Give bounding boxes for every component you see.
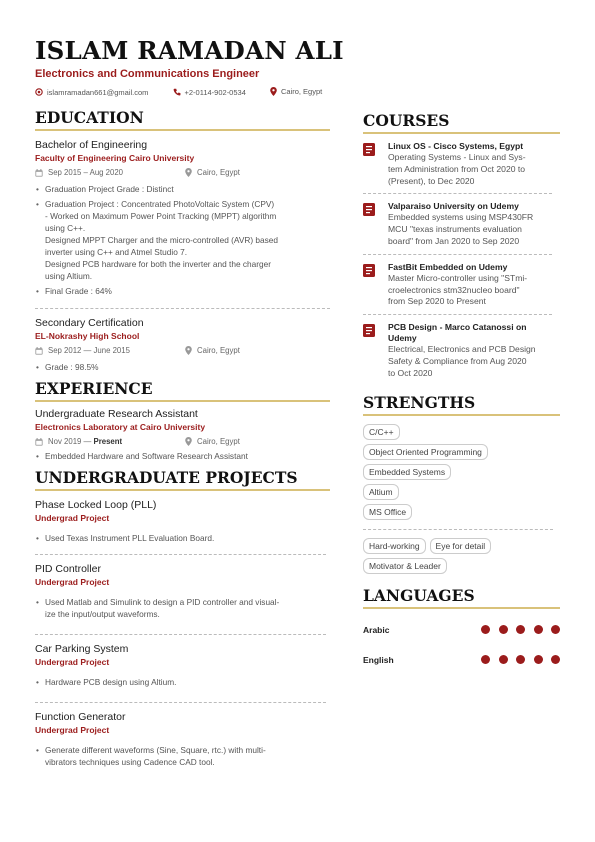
contact-bar xyxy=(35,87,344,98)
course-desc-line: Electrical, Electronics and PCB Design xyxy=(388,344,536,355)
bullet-item: • Final Grade : 64% xyxy=(35,285,330,297)
language-list xyxy=(363,615,560,675)
book-icon xyxy=(363,324,375,337)
candidate-name: ISLAM RAMADAN ALI xyxy=(35,36,344,65)
course-title: Linux OS - Cisco Systems, Egypt xyxy=(388,141,524,151)
degree-title: Secondary Certification xyxy=(35,317,144,329)
language-row xyxy=(363,645,560,675)
project-type: Undergrad Project xyxy=(35,657,110,667)
education-heading: EDUCATION xyxy=(35,108,330,131)
bullet-line: • Hardware PCB design using Altium. xyxy=(45,677,177,687)
proficiency-dot xyxy=(499,625,508,634)
entry-location: Cairo, Egypt xyxy=(197,346,240,355)
proficiency-dot xyxy=(534,625,543,634)
job-title: Undergraduate Research Assistant xyxy=(35,408,198,420)
at-icon xyxy=(35,88,43,96)
bullet-item-project xyxy=(35,198,330,282)
proficiency-dot xyxy=(551,655,560,664)
course-desc-line: from Sep 2020 to Present xyxy=(388,296,486,307)
strength-tag: C/C++ xyxy=(363,424,400,440)
entry-dates-end: Present xyxy=(93,437,123,446)
project-name: Car Parking System xyxy=(35,643,129,655)
course-desc-line: croelectronics stm32nucleo board" xyxy=(388,284,520,295)
contact-location xyxy=(270,87,322,96)
calendar-icon xyxy=(35,169,43,177)
entry-meta xyxy=(35,346,330,355)
proficiency-dots xyxy=(473,655,561,664)
bullet-line: • Used Texas Instrument PLL Evaluation Board. xyxy=(45,533,215,543)
entry-dates: Sep 2015 – Aug 2020 xyxy=(48,168,124,177)
course-desc-line: Embedded systems using MSP430FR xyxy=(388,212,534,223)
course-desc-line: to Oct 2020 xyxy=(388,367,433,378)
experience-heading: EXPERIENCE xyxy=(35,379,330,402)
bullet-line: • Used Matlab and Simulink to design a PID controller and visual- xyxy=(45,597,280,607)
bullet-line: vibrators techniques using Cadence CAD tool. xyxy=(45,757,215,767)
entry-location: Cairo, Egypt xyxy=(197,437,240,446)
languages-heading: LANGUAGES xyxy=(363,586,560,609)
bullet-line: Designed PCB hardware for both the inverter and the charger xyxy=(45,259,271,269)
education-entry xyxy=(35,317,330,373)
bullet-item: • Grade : 98.5% xyxy=(35,361,330,373)
school-name: Faculty of Engineering Cairo University xyxy=(35,153,195,163)
phone-text: +2-0114-902-0534 xyxy=(184,87,246,97)
strength-tag: Altium xyxy=(363,484,399,500)
map-pin-icon xyxy=(270,87,277,96)
course-desc-line: (Present), to Dec 2020 xyxy=(388,175,475,186)
bullet-line: inverter using C++ and Atmel Studio 7. xyxy=(45,247,188,257)
strengths-heading: STRENGTHS xyxy=(363,393,560,416)
employer-name: Electronics Laboratory at Cairo University xyxy=(35,422,206,432)
language-name: English xyxy=(363,654,394,665)
proficiency-dot xyxy=(516,655,525,664)
contact-email[interactable] xyxy=(35,88,148,97)
projects-heading: UNDERGRADUATE PROJECTS xyxy=(35,468,330,491)
divider xyxy=(35,702,326,703)
project-entry xyxy=(35,711,330,768)
strength-tag: Motivator & Leader xyxy=(363,558,447,574)
project-entry xyxy=(35,643,330,688)
bullet-line: using Altium. xyxy=(45,271,93,281)
project-type: Undergrad Project xyxy=(35,577,110,587)
entry-meta xyxy=(35,437,330,446)
map-pin-icon xyxy=(185,346,192,355)
soft-strengths xyxy=(363,538,533,578)
divider xyxy=(35,634,326,635)
course-item xyxy=(363,201,560,254)
course-title: PCB Design - Marco Catanossi on xyxy=(388,322,527,333)
project-entry xyxy=(35,563,330,620)
course-desc-line: Operating Systems - Linux and Sys- xyxy=(388,152,526,162)
project-name: Function Generator xyxy=(35,711,126,723)
proficiency-dot xyxy=(534,655,543,664)
course-title: FastBit Embedded on Udemy xyxy=(388,261,508,272)
proficiency-dot xyxy=(481,655,490,664)
language-name: Arabic xyxy=(363,624,390,635)
strength-tag: MS Office xyxy=(363,504,412,520)
bullet-line: • Graduation Project : Concentrated PhotoVoltaic System (CPV) xyxy=(45,199,275,209)
course-desc-line: Master Micro-controller using "STmi- xyxy=(388,272,528,283)
proficiency-dot xyxy=(481,625,490,634)
bullet-line: Designed MPPT Charger and the micro-controlled (AVR) based xyxy=(45,235,279,245)
course-item xyxy=(363,322,560,386)
course-title-line: Udemy xyxy=(388,333,417,344)
course-item xyxy=(363,141,560,194)
candidate-role: Electronics and Communications Engineer xyxy=(35,68,260,80)
strength-tag: Embedded Systems xyxy=(363,464,451,480)
language-row xyxy=(363,615,560,645)
divider xyxy=(363,529,553,530)
book-icon xyxy=(363,264,375,277)
phone-icon xyxy=(173,88,181,96)
divider xyxy=(363,193,552,194)
bullet-item: • Embedded Hardware and Software Research Assistant xyxy=(35,450,330,462)
entry-meta xyxy=(35,168,330,177)
course-desc-line: Safety & Compliance from Aug 2020 xyxy=(388,355,527,366)
courses-heading: COURSES xyxy=(363,111,560,134)
divider xyxy=(363,254,552,255)
proficiency-dot xyxy=(551,625,560,634)
right-column xyxy=(363,111,560,675)
project-entry xyxy=(35,499,330,544)
project-type: Undergrad Project xyxy=(35,725,110,735)
proficiency-dots xyxy=(473,625,561,634)
experience-entry xyxy=(35,408,330,462)
course-item xyxy=(363,262,560,315)
map-pin-icon xyxy=(185,168,192,177)
calendar-icon xyxy=(35,438,43,446)
calendar-icon xyxy=(35,347,43,355)
bullet-item xyxy=(35,596,330,620)
book-icon xyxy=(363,143,375,156)
map-pin-icon xyxy=(185,437,192,446)
bullet-item xyxy=(35,676,330,688)
bullet-line: ize the input/output waveforms. xyxy=(45,609,160,619)
entry-dates: Nov 2019 — xyxy=(48,437,92,446)
bullet-item: • Graduation Project Grade : Distinct xyxy=(35,183,330,195)
bullet-item xyxy=(35,532,330,544)
bullet-line: - Worked on Maximum Power Point Tracking (MPPT) algorithm xyxy=(45,211,277,221)
proficiency-dot xyxy=(516,625,525,634)
proficiency-dot xyxy=(499,655,508,664)
entry-dates: Sep 2012 — June 2015 xyxy=(48,346,130,355)
contact-phone[interactable] xyxy=(173,88,246,97)
divider xyxy=(35,308,330,309)
project-name: Phase Locked Loop (PLL) xyxy=(35,499,157,511)
strength-tag: Hard-working xyxy=(363,538,426,554)
location-text: Cairo, Egypt xyxy=(280,87,323,96)
bullet-line: • Generate different waveforms (Sine, Square, rtc.) with multi- xyxy=(45,745,266,755)
school-name: EL-Nokrashy High School xyxy=(35,331,140,341)
course-desc-line: MCU "texas instruments evaluation xyxy=(388,224,522,235)
strength-tag: Object Oriented Programming xyxy=(363,444,488,460)
divider xyxy=(35,554,326,555)
course-desc-line: board" from Jan 2020 to Sep 2020 xyxy=(388,235,520,246)
degree-title: Bachelor of Engineering xyxy=(35,139,148,151)
project-type: Undergrad Project xyxy=(35,513,110,523)
divider xyxy=(363,314,552,315)
book-icon xyxy=(363,203,375,216)
strength-tag: Eye for detail xyxy=(430,538,492,554)
education-entry xyxy=(35,139,330,297)
technical-strengths xyxy=(363,424,560,524)
project-name: PID Controller xyxy=(35,563,101,575)
bullet-item xyxy=(35,744,330,768)
entry-location: Cairo, Egypt xyxy=(197,168,240,177)
email-text: islamramadan661@gmail.com xyxy=(47,87,149,97)
left-column xyxy=(35,108,330,768)
course-title: Valparaiso University on Udemy xyxy=(388,201,519,212)
bullet-line: using C++. xyxy=(45,223,86,233)
course-desc-line: tem Administration from Oct 2020 to xyxy=(388,163,526,174)
